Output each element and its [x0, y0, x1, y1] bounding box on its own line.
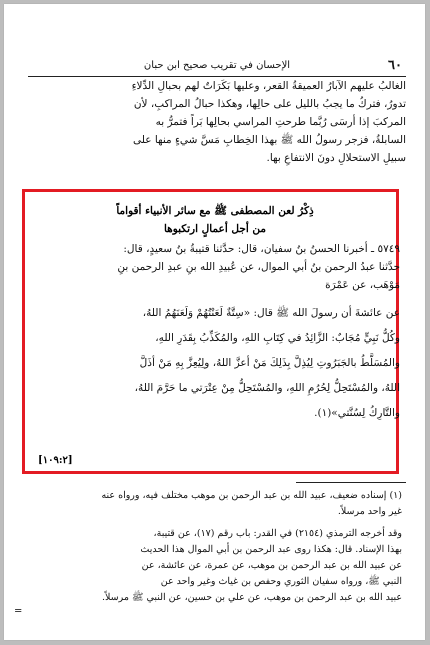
hadith-reference: [١٠٩:٢] [38, 455, 73, 466]
matn-line: وكُلُّ نَبِيٍّ مُجَابٌ: الزَّائِدُ في كِتَابِ اللهِ، والمُكَذِّبُ بِقَدَرِ اللهِ، [155, 332, 400, 344]
body-line: المركبَ إذا أرسَى رُبَّما طرحتِ المراسي بحالِها بَراً فتمرُّ به [155, 116, 406, 128]
isnad-line: حدَّثنا عبدُ الرحمن بنُ أبي الموال، عن عُبيدِ الله بنِ عبدِ الرحمن بنِ [117, 261, 400, 273]
page-number: ٦٠ [388, 58, 402, 73]
footnote-divider [296, 482, 406, 483]
matn-line: والتَّارِكُ لِسُنَّتي»(١). [314, 407, 400, 419]
footnote-line: بهذا الإسناد. قال: هكذا روى عبد الرحمن بن أبي الموال هذا الحديث [140, 544, 402, 555]
running-title: الإحسان في تقريب صحيح ابن حبان [143, 60, 291, 71]
footnote-line: عبيد الله بن عبد الرحمن بن موهب، عن علي بن حسين، عن النبي ﷺ مرسلاً. [101, 592, 402, 603]
continuation-mark: = [14, 606, 23, 617]
body-line: سبيلِ الاستحلالِ دونَ الانتفاعِ بها. [266, 152, 406, 164]
body-line: تدورُ، فتركُ ما يجبُ بالليل على حالِها، وهكذا حبالُ المراكبِ، لأن [133, 98, 406, 110]
footnote-line: غير واحد مرسلاً. [337, 506, 402, 517]
matn-line: والمُسَلَّطُ بالجَبَرُوتِ لِيُذِلَّ بِذَلِكَ مَنْ أعزَّ اللهُ، ولِيُعِزَّ بِهِ مَنْ أذَلَّ [139, 357, 400, 369]
body-line: الغالبُ عليهم الآبارُ العميقةُ القعر، وعليها بَكَرَاتٌ لهم بحبالِ الدِّلاءِ [131, 80, 406, 92]
section-title-line-2: من أجل أعمالٍ ارتكبوها [163, 223, 267, 235]
footnote-line: وقد أخرجه الترمذي (٢١٥٤) في القدر: باب رقم (١٧)، عن قتيبة، [153, 528, 402, 539]
page-header [28, 56, 406, 77]
footnote-line: النبي ﷺ، ورواه سفيان الثوري وحفص بن غياث وغير واحد عن [160, 576, 402, 587]
footnote-line: (١) إسناده ضعيف، عبيد الله بن عبد الرحمن بن موهب مختلف فيه، ورواه عنه [101, 490, 402, 501]
footnote-line: عن عبيد الله بن عبد الرحمن بن موهب، عن عمرة، عن عائشة، عن [141, 560, 402, 571]
matn-line: عن عائشةَ أن رسولَ الله ﷺ قال: «سِتَّةٌ لَعَنْتُهُمْ وَلَعَنَهُمُ اللهُ، [142, 307, 400, 319]
body-line: السابلةُ، فزجر رسولُ الله ﷺ بهذا الخِطابِ مَسَّ شيءٍ منها على [132, 134, 406, 146]
isnad-line: مَوْهَب، عن عَمْرَة [325, 279, 400, 291]
isnad-line: ٥٧٤٩ ـ أخبرنا الحسنُ بنُ سفيان، قال: حدَّثنا قتيبةُ بنُ سعيدٍ، قال: [123, 243, 400, 255]
section-title-line-1: ذِكْرُ لعن المصطفى ﷺ مع سائر الأنبياء أقواماً [116, 205, 314, 217]
matn-line: اللهُ، والمُسْتَحِلُّ لِحُرُمِ اللهِ، والمُسْتَحِلُّ مِنْ عِتْرَتي ما حَرَّمَ اللهُ، [134, 382, 400, 394]
section-title [40, 202, 390, 238]
